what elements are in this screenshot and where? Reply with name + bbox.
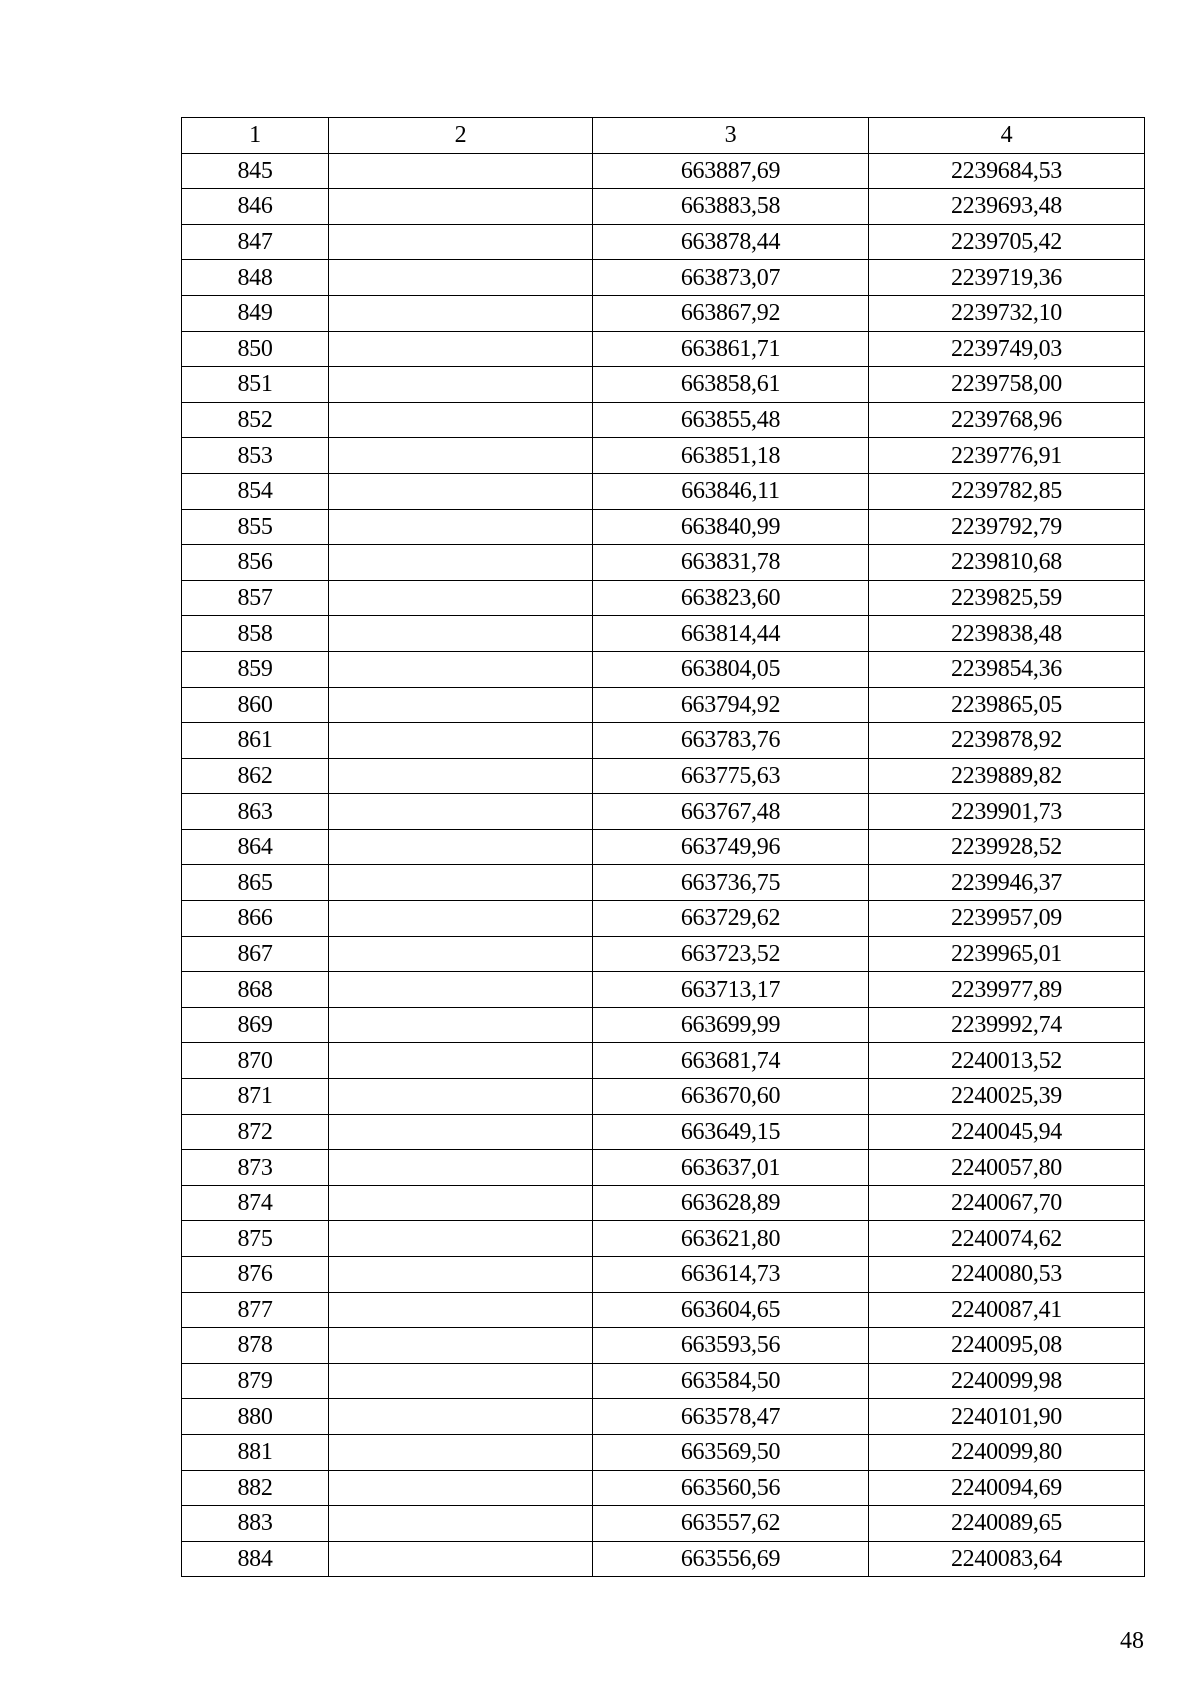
point-number-cell: 879 [182,1363,329,1399]
point-number-cell: 876 [182,1257,329,1293]
y-coordinate-cell: 2239776,91 [869,438,1145,474]
table-row [182,545,1145,581]
description-cell [329,723,593,759]
table-body [182,153,1145,1577]
point-number-cell: 875 [182,1221,329,1257]
point-number-cell: 883 [182,1506,329,1542]
x-coordinate-cell: 663861,71 [593,331,869,367]
y-coordinate-cell: 2239865,05 [869,687,1145,723]
description-cell [329,1150,593,1186]
x-coordinate-cell: 663557,62 [593,1506,869,1542]
table-row [182,509,1145,545]
point-number-cell: 851 [182,367,329,403]
description-cell [329,901,593,937]
table-row [182,936,1145,972]
table-row [182,723,1145,759]
x-coordinate-cell: 663621,80 [593,1221,869,1257]
table-row [182,794,1145,830]
y-coordinate-cell: 2239792,79 [869,509,1145,545]
table-row [182,295,1145,331]
y-coordinate-cell: 2240094,69 [869,1470,1145,1506]
description-cell [329,189,593,225]
description-cell [329,1114,593,1150]
table-row [182,438,1145,474]
x-coordinate-cell: 663578,47 [593,1399,869,1435]
x-coordinate-cell: 663729,62 [593,901,869,937]
y-coordinate-cell: 2239719,36 [869,260,1145,296]
table-row [182,758,1145,794]
table-row [182,901,1145,937]
description-cell [329,616,593,652]
table-row [182,1506,1145,1542]
point-number-cell: 845 [182,153,329,189]
point-number-cell: 849 [182,295,329,331]
description-cell [329,1363,593,1399]
table-row [182,260,1145,296]
table-row [182,865,1145,901]
point-number-cell: 881 [182,1434,329,1470]
x-coordinate-cell: 663858,61 [593,367,869,403]
coordinates-table-container [181,117,1144,1577]
description-cell [329,794,593,830]
y-coordinate-cell: 2239684,53 [869,153,1145,189]
point-number-cell: 848 [182,260,329,296]
table-row [182,402,1145,438]
y-coordinate-cell: 2239878,92 [869,723,1145,759]
point-number-cell: 874 [182,1185,329,1221]
table-row [182,580,1145,616]
point-number-cell: 846 [182,189,329,225]
description-cell [329,1506,593,1542]
table-row [182,367,1145,403]
point-number-cell: 871 [182,1079,329,1115]
y-coordinate-cell: 2239749,03 [869,331,1145,367]
y-coordinate-cell: 2239838,48 [869,616,1145,652]
table-row [182,1043,1145,1079]
description-cell [329,438,593,474]
description-cell [329,687,593,723]
x-coordinate-cell: 663670,60 [593,1079,869,1115]
column-header-3: 3 [593,118,869,154]
point-number-cell: 858 [182,616,329,652]
column-header-2: 2 [329,118,593,154]
point-number-cell: 867 [182,936,329,972]
description-cell [329,758,593,794]
point-number-cell: 870 [182,1043,329,1079]
description-cell [329,1328,593,1364]
x-coordinate-cell: 663628,89 [593,1185,869,1221]
x-coordinate-cell: 663699,99 [593,1007,869,1043]
x-coordinate-cell: 663560,56 [593,1470,869,1506]
y-coordinate-cell: 2239732,10 [869,295,1145,331]
point-number-cell: 856 [182,545,329,581]
x-coordinate-cell: 663584,50 [593,1363,869,1399]
point-number-cell: 861 [182,723,329,759]
point-number-cell: 852 [182,402,329,438]
y-coordinate-cell: 2240057,80 [869,1150,1145,1186]
y-coordinate-cell: 2240083,64 [869,1541,1145,1577]
table-row [182,1007,1145,1043]
x-coordinate-cell: 663775,63 [593,758,869,794]
point-number-cell: 853 [182,438,329,474]
y-coordinate-cell: 2239977,89 [869,972,1145,1008]
point-number-cell: 857 [182,580,329,616]
y-coordinate-cell: 2239965,01 [869,936,1145,972]
description-cell [329,972,593,1008]
description-cell [329,224,593,260]
y-coordinate-cell: 2239992,74 [869,1007,1145,1043]
table-row [182,1470,1145,1506]
table-row [182,331,1145,367]
point-number-cell: 872 [182,1114,329,1150]
point-number-cell: 855 [182,509,329,545]
point-number-cell: 868 [182,972,329,1008]
description-cell [329,402,593,438]
description-cell [329,509,593,545]
table-row [182,1541,1145,1577]
y-coordinate-cell: 2240089,65 [869,1506,1145,1542]
point-number-cell: 854 [182,473,329,509]
x-coordinate-cell: 663749,96 [593,829,869,865]
y-coordinate-cell: 2240087,41 [869,1292,1145,1328]
x-coordinate-cell: 663736,75 [593,865,869,901]
description-cell [329,331,593,367]
table-row [182,1434,1145,1470]
y-coordinate-cell: 2239946,37 [869,865,1145,901]
x-coordinate-cell: 663878,44 [593,224,869,260]
coordinates-table [181,117,1145,1577]
description-cell [329,1079,593,1115]
table-row [182,1150,1145,1186]
x-coordinate-cell: 663867,92 [593,295,869,331]
y-coordinate-cell: 2239782,85 [869,473,1145,509]
y-coordinate-cell: 2240099,98 [869,1363,1145,1399]
y-coordinate-cell: 2239957,09 [869,901,1145,937]
point-number-cell: 850 [182,331,329,367]
point-number-cell: 864 [182,829,329,865]
x-coordinate-cell: 663783,76 [593,723,869,759]
x-coordinate-cell: 663851,18 [593,438,869,474]
point-number-cell: 877 [182,1292,329,1328]
description-cell [329,1221,593,1257]
x-coordinate-cell: 663604,65 [593,1292,869,1328]
table-row [182,1292,1145,1328]
point-number-cell: 862 [182,758,329,794]
point-number-cell: 863 [182,794,329,830]
description-cell [329,545,593,581]
table-row [182,1328,1145,1364]
y-coordinate-cell: 2239854,36 [869,651,1145,687]
table-row [182,153,1145,189]
x-coordinate-cell: 663831,78 [593,545,869,581]
y-coordinate-cell: 2240095,08 [869,1328,1145,1364]
description-cell [329,1292,593,1328]
y-coordinate-cell: 2240067,70 [869,1185,1145,1221]
x-coordinate-cell: 663846,11 [593,473,869,509]
point-number-cell: 865 [182,865,329,901]
table-row [182,1221,1145,1257]
description-cell [329,1185,593,1221]
point-number-cell: 866 [182,901,329,937]
y-coordinate-cell: 2240080,53 [869,1257,1145,1293]
point-number-cell: 860 [182,687,329,723]
table-row [182,972,1145,1008]
x-coordinate-cell: 663723,52 [593,936,869,972]
y-coordinate-cell: 2239825,59 [869,580,1145,616]
description-cell [329,829,593,865]
table-row [182,189,1145,225]
point-number-cell: 873 [182,1150,329,1186]
y-coordinate-cell: 2240013,52 [869,1043,1145,1079]
x-coordinate-cell: 663569,50 [593,1434,869,1470]
table-row [182,829,1145,865]
description-cell [329,651,593,687]
header-row [182,118,1145,154]
y-coordinate-cell: 2240045,94 [869,1114,1145,1150]
description-cell [329,473,593,509]
x-coordinate-cell: 663873,07 [593,260,869,296]
table-row [182,224,1145,260]
table-row [182,473,1145,509]
x-coordinate-cell: 663556,69 [593,1541,869,1577]
table-row [182,1079,1145,1115]
x-coordinate-cell: 663713,17 [593,972,869,1008]
x-coordinate-cell: 663887,69 [593,153,869,189]
x-coordinate-cell: 663814,44 [593,616,869,652]
y-coordinate-cell: 2239768,96 [869,402,1145,438]
table-row [182,1257,1145,1293]
table-row [182,1363,1145,1399]
point-number-cell: 884 [182,1541,329,1577]
description-cell [329,295,593,331]
table-row [182,687,1145,723]
y-coordinate-cell: 2239901,73 [869,794,1145,830]
x-coordinate-cell: 663649,15 [593,1114,869,1150]
table-row [182,1114,1145,1150]
table-row [182,616,1145,652]
description-cell [329,367,593,403]
point-number-cell: 878 [182,1328,329,1364]
point-number-cell: 882 [182,1470,329,1506]
description-cell [329,1399,593,1435]
description-cell [329,153,593,189]
x-coordinate-cell: 663593,56 [593,1328,869,1364]
description-cell [329,1470,593,1506]
x-coordinate-cell: 663794,92 [593,687,869,723]
point-number-cell: 880 [182,1399,329,1435]
description-cell [329,1434,593,1470]
y-coordinate-cell: 2239810,68 [869,545,1145,581]
y-coordinate-cell: 2240101,90 [869,1399,1145,1435]
x-coordinate-cell: 663614,73 [593,1257,869,1293]
y-coordinate-cell: 2240099,80 [869,1434,1145,1470]
x-coordinate-cell: 663840,99 [593,509,869,545]
description-cell [329,1007,593,1043]
column-header-4: 4 [869,118,1145,154]
point-number-cell: 847 [182,224,329,260]
y-coordinate-cell: 2239758,00 [869,367,1145,403]
x-coordinate-cell: 663883,58 [593,189,869,225]
description-cell [329,936,593,972]
description-cell [329,1257,593,1293]
point-number-cell: 859 [182,651,329,687]
x-coordinate-cell: 663804,05 [593,651,869,687]
x-coordinate-cell: 663823,60 [593,580,869,616]
description-cell [329,260,593,296]
table-row [182,1185,1145,1221]
y-coordinate-cell: 2239928,52 [869,829,1145,865]
y-coordinate-cell: 2239693,48 [869,189,1145,225]
description-cell [329,865,593,901]
description-cell [329,580,593,616]
y-coordinate-cell: 2239705,42 [869,224,1145,260]
y-coordinate-cell: 2239889,82 [869,758,1145,794]
point-number-cell: 869 [182,1007,329,1043]
x-coordinate-cell: 663767,48 [593,794,869,830]
y-coordinate-cell: 2240025,39 [869,1079,1145,1115]
description-cell [329,1541,593,1577]
x-coordinate-cell: 663637,01 [593,1150,869,1186]
table-row [182,651,1145,687]
y-coordinate-cell: 2240074,62 [869,1221,1145,1257]
description-cell [329,1043,593,1079]
page-number: 48 [1120,1628,1144,1654]
x-coordinate-cell: 663855,48 [593,402,869,438]
column-header-1: 1 [182,118,329,154]
table-row [182,1399,1145,1435]
x-coordinate-cell: 663681,74 [593,1043,869,1079]
